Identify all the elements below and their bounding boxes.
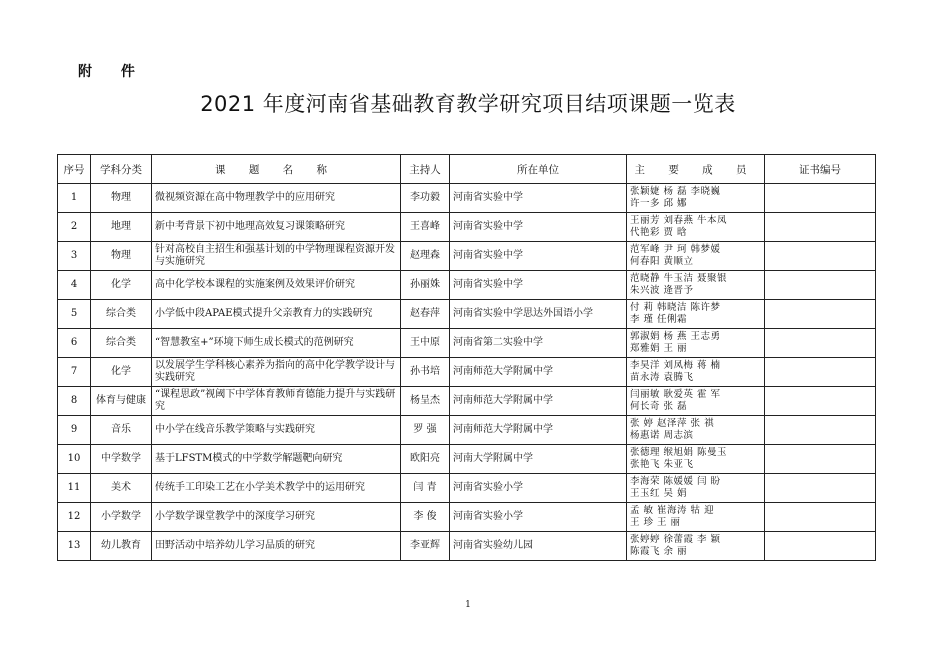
row-members — [627, 503, 765, 532]
row-topic: 高中化学校本课程的实施案例及效果评价研究 — [152, 271, 401, 300]
header-seq: 序号 — [58, 155, 91, 184]
members-line-2: 郑雅娟 王 丽 — [630, 343, 688, 354]
row-cert — [765, 445, 876, 474]
table-row — [58, 416, 876, 445]
row-unit: 河南师范大学附属中学 — [450, 416, 627, 445]
row-unit: 河南大学附属中学 — [450, 445, 627, 474]
row-seq: 6 — [58, 329, 91, 358]
row-cert — [765, 271, 876, 300]
row-subject: 小学数学 — [91, 503, 152, 532]
row-subject: 综合类 — [91, 300, 152, 329]
row-seq: 11 — [58, 474, 91, 503]
row-host: 赵春萍 — [401, 300, 450, 329]
row-topic: 小学低中段APAE模式提升父亲教育力的实践研究 — [152, 300, 401, 329]
members-line-2: 王玉红 吴 娟 — [630, 488, 688, 499]
row-members — [627, 242, 765, 271]
members-line-2: 陈霞飞 余 丽 — [630, 546, 688, 557]
page-number: 1 — [465, 600, 471, 610]
row-topic: 微视频资源在高中物理教学中的应用研究 — [152, 184, 401, 213]
members-line-1: 付 莉 韩晓洁 陈许梦 — [630, 302, 721, 313]
row-subject: 化学 — [91, 271, 152, 300]
table-row — [58, 184, 876, 213]
members-line-1: 王丽芳 刘春燕 牛本凤 — [630, 215, 728, 226]
members-line-2: 王 珍 王 丽 — [630, 517, 681, 528]
table-row — [58, 242, 876, 271]
row-cert — [765, 416, 876, 445]
row-subject: 中学数学 — [91, 445, 152, 474]
members-line-1: 张婷婷 徐蕾霞 李 颖 — [630, 534, 721, 545]
row-unit: 河南省实验中学 — [450, 213, 627, 242]
row-cert — [765, 532, 876, 561]
row-topic: 小学数学课堂教学中的深度学习研究 — [152, 503, 401, 532]
table-row — [58, 532, 876, 561]
table-row — [58, 445, 876, 474]
row-unit: 河南省实验小学 — [450, 503, 627, 532]
row-seq: 2 — [58, 213, 91, 242]
row-unit: 河南师范大学附属中学 — [450, 358, 627, 387]
members-line-2: 张艳飞 朱亚飞 — [630, 459, 694, 470]
row-unit: 河南省实验小学 — [450, 474, 627, 503]
table-row — [58, 271, 876, 300]
row-cert — [765, 300, 876, 329]
row-cert — [765, 329, 876, 358]
row-cert — [765, 358, 876, 387]
header-cert: 证书编号 — [765, 155, 876, 184]
row-members — [627, 474, 765, 503]
row-host: 罗 强 — [401, 416, 450, 445]
table-row — [58, 503, 876, 532]
members-line-1: 郭淑娟 杨 燕 王志勇 — [630, 331, 721, 342]
row-host: 李亚辉 — [401, 532, 450, 561]
members-line-1: 范晓静 牛玉洁 聂聚银 — [630, 273, 728, 284]
row-host: 杨呈杰 — [401, 387, 450, 416]
header-subject: 学科分类 — [91, 155, 152, 184]
members-line-1: 闫丽敏 耿爱英 霍 军 — [630, 389, 721, 400]
row-unit: 河南师范大学附属中学 — [450, 387, 627, 416]
members-line-1: 张颖婕 杨 磊 李晓巍 — [630, 186, 721, 197]
row-subject: 幼儿教育 — [91, 532, 152, 561]
row-seq: 7 — [58, 358, 91, 387]
header-members: 主 要 成 员 — [627, 155, 765, 184]
row-unit: 河南省实验中学 — [450, 184, 627, 213]
row-members — [627, 532, 765, 561]
row-topic: “智慧教室+”环境下师生成长模式的范例研究 — [152, 329, 401, 358]
attachment-label: 附 件 — [78, 64, 147, 80]
row-cert — [765, 242, 876, 271]
members-line-1: 范军峰 尹 珂 韩梦媛 — [630, 244, 721, 255]
members-line-2: 许一多 邱 娜 — [630, 198, 688, 209]
row-cert — [765, 213, 876, 242]
row-cert — [765, 184, 876, 213]
row-members — [627, 416, 765, 445]
row-members — [627, 184, 765, 213]
members-line-1: 李昊洋 刘凤梅 蒋 楠 — [630, 360, 721, 371]
row-seq: 9 — [58, 416, 91, 445]
members-line-2: 苗永涛 袁腾飞 — [630, 372, 694, 383]
row-seq: 10 — [58, 445, 91, 474]
table-row — [58, 213, 876, 242]
row-subject: 物理 — [91, 242, 152, 271]
row-unit: 河南省第二实验中学 — [450, 329, 627, 358]
row-topic: 传统手工印染工艺在小学美术教学中的运用研究 — [152, 474, 401, 503]
row-members — [627, 213, 765, 242]
row-host: 孙丽姝 — [401, 271, 450, 300]
row-cert — [765, 503, 876, 532]
row-members — [627, 271, 765, 300]
row-topic: “课程思政”视阈下中学体育教师育德能力提升与实践研究 — [152, 387, 401, 416]
row-unit: 河南省实验中学 — [450, 242, 627, 271]
row-subject: 地理 — [91, 213, 152, 242]
row-seq: 4 — [58, 271, 91, 300]
row-unit: 河南省实验幼儿园 — [450, 532, 627, 561]
row-host: 王喜峰 — [401, 213, 450, 242]
row-members — [627, 300, 765, 329]
row-topic: 以发展学生学科核心素养为指向的高中化学教学设计与实践研究 — [152, 358, 401, 387]
row-topic: 中小学在线音乐教学策略与实践研究 — [152, 416, 401, 445]
row-topic: 田野活动中培养幼儿学习品质的研究 — [152, 532, 401, 561]
row-subject: 综合类 — [91, 329, 152, 358]
page-title: 2021 年度河南省基础教育教学研究项目结项课题一览表 — [200, 92, 736, 116]
members-line-2: 李 瑾 任俐霜 — [630, 314, 688, 325]
table-row — [58, 358, 876, 387]
row-members — [627, 387, 765, 416]
row-subject: 音乐 — [91, 416, 152, 445]
row-subject: 体育与健康 — [91, 387, 152, 416]
table-row — [58, 387, 876, 416]
row-members — [627, 445, 765, 474]
row-unit: 河南省实验中学思达外国语小学 — [450, 300, 627, 329]
row-members — [627, 358, 765, 387]
members-line-1: 张 婷 赵泽萍 张 祺 — [630, 418, 715, 429]
row-unit: 河南省实验中学 — [450, 271, 627, 300]
members-line-2: 代艳彩 贾 晗 — [630, 227, 688, 238]
projects-table — [57, 154, 876, 561]
row-members — [627, 329, 765, 358]
table-header-row — [58, 155, 876, 184]
row-seq: 13 — [58, 532, 91, 561]
row-host: 王中原 — [401, 329, 450, 358]
row-seq: 5 — [58, 300, 91, 329]
row-subject: 化学 — [91, 358, 152, 387]
members-line-2: 杨惠诺 周志滨 — [630, 430, 694, 441]
header-unit: 所在单位 — [450, 155, 627, 184]
header-topic: 课 题 名 称 — [152, 155, 401, 184]
header-host: 主持人 — [401, 155, 450, 184]
row-cert — [765, 387, 876, 416]
row-seq: 1 — [58, 184, 91, 213]
row-host: 赵理森 — [401, 242, 450, 271]
row-subject: 物理 — [91, 184, 152, 213]
table-row — [58, 300, 876, 329]
row-seq: 12 — [58, 503, 91, 532]
row-cert — [765, 474, 876, 503]
row-host: 孙书培 — [401, 358, 450, 387]
members-line-1: 孟 敏 崔海涛 牯 迎 — [630, 505, 715, 516]
table-row — [58, 329, 876, 358]
members-line-2: 朱兴波 逄晋予 — [630, 285, 694, 296]
row-seq: 8 — [58, 387, 91, 416]
row-subject: 美术 — [91, 474, 152, 503]
row-host: 欧阳亮 — [401, 445, 450, 474]
row-topic: 基于LFSTM模式的中学数学解题靶向研究 — [152, 445, 401, 474]
row-host: 李 俊 — [401, 503, 450, 532]
table-row — [58, 474, 876, 503]
members-line-1: 李海荣 陈媛媛 闫 盼 — [630, 476, 721, 487]
members-line-2: 何春阳 黄顺立 — [630, 256, 694, 267]
row-topic: 新中考背景下初中地理高效复习课策略研究 — [152, 213, 401, 242]
row-host: 李功毅 — [401, 184, 450, 213]
members-line-2: 何长奇 张 磊 — [630, 401, 688, 412]
row-host: 闫 青 — [401, 474, 450, 503]
row-topic: 针对高校自主招生和强基计划的中学物理课程资源开发与实施研究 — [152, 242, 401, 271]
row-seq: 3 — [58, 242, 91, 271]
members-line-1: 张德理 缑旭娟 陈曼玉 — [630, 447, 728, 458]
